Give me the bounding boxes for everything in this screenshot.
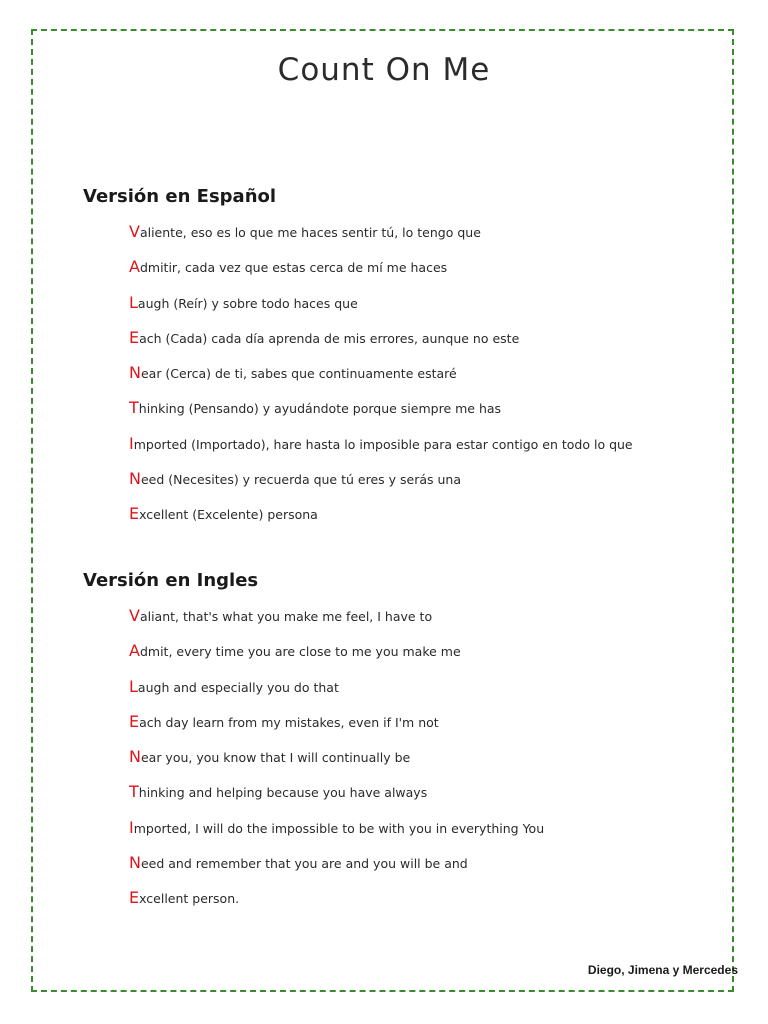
section-english bbox=[83, 569, 723, 924]
line-text: eed (Necesites) y recuerda que tú eres y serás una bbox=[140, 472, 461, 488]
initial-letter: N bbox=[129, 469, 141, 489]
line-text: ach day learn from my mistakes, even if I'm not bbox=[139, 714, 439, 730]
acrostic-line bbox=[83, 504, 723, 539]
initial-letter: T bbox=[129, 782, 139, 802]
initial-letter: I bbox=[129, 433, 134, 453]
initial-letter: N bbox=[129, 747, 141, 767]
acrostic-line bbox=[83, 853, 723, 888]
acrostic-line bbox=[83, 712, 723, 747]
initial-letter: L bbox=[129, 676, 138, 696]
initial-letter: E bbox=[129, 888, 140, 908]
line-text: mported (Importado), hare hasta lo imposible para estar contigo en todo lo que bbox=[133, 436, 633, 452]
authors-credit: Diego, Jimena y Mercedes bbox=[587, 963, 738, 977]
acrostic-line bbox=[83, 293, 723, 328]
initial-letter: E bbox=[129, 711, 140, 731]
initial-letter: V bbox=[129, 606, 140, 625]
acrostic-line bbox=[83, 782, 723, 817]
section-heading: Versión en Ingles bbox=[83, 570, 259, 591]
acrostic-line bbox=[83, 398, 723, 433]
line-text: xcellent (Excelente) persona bbox=[139, 507, 318, 523]
acrostic-line bbox=[83, 328, 723, 363]
initial-letter: A bbox=[129, 641, 140, 661]
section-heading: Versión en Español bbox=[83, 186, 277, 207]
initial-letter: A bbox=[129, 257, 140, 277]
line-text: ach (Cada) cada día aprenda de mis errores, aunque no este bbox=[139, 330, 520, 346]
section-spanish bbox=[83, 185, 723, 540]
line-text: ear (Cerca) de ti, sabes que continuamente estaré bbox=[140, 366, 457, 382]
acrostic-list bbox=[83, 222, 723, 540]
acrostic-line bbox=[83, 677, 723, 712]
line-text: augh (Reír) y sobre todo haces que bbox=[137, 295, 358, 311]
document-title: Count On Me bbox=[277, 52, 491, 88]
line-text: dmitir, cada vez que estas cerca de mí me haces bbox=[139, 260, 448, 276]
line-text: ear you, you know that I will continually be bbox=[140, 750, 411, 766]
line-text: augh and especially you do that bbox=[137, 679, 339, 695]
initial-letter: I bbox=[129, 817, 134, 837]
acrostic-line bbox=[83, 641, 723, 676]
acrostic-line bbox=[83, 747, 723, 782]
acrostic-line bbox=[83, 257, 723, 292]
line-text: aliente, eso es lo que me haces sentir tú, lo tengo que bbox=[139, 225, 481, 240]
initial-letter: E bbox=[129, 504, 140, 524]
line-text: eed and remember that you are and you will be and bbox=[140, 856, 468, 872]
acrostic-line bbox=[83, 818, 723, 853]
acrostic-line bbox=[83, 606, 723, 641]
initial-letter: N bbox=[129, 853, 141, 873]
initial-letter: N bbox=[129, 363, 141, 383]
line-text: hinking (Pensando) y ayudándote porque siempre me has bbox=[138, 401, 502, 417]
acrostic-line bbox=[83, 363, 723, 398]
acrostic-line bbox=[83, 434, 723, 469]
line-text: aliant, that's what you make me feel, I have to bbox=[139, 609, 433, 624]
line-text: hinking and helping because you have always bbox=[138, 785, 428, 801]
initial-letter: T bbox=[129, 398, 139, 418]
line-text: xcellent person. bbox=[139, 891, 240, 907]
initial-letter: E bbox=[129, 327, 140, 347]
acrostic-line bbox=[83, 469, 723, 504]
acrostic-line bbox=[83, 888, 723, 923]
line-text: dmit, every time you are close to me you make me bbox=[139, 644, 461, 660]
line-text: mported, I will do the impossible to be with you in everything You bbox=[133, 820, 545, 836]
initial-letter: L bbox=[129, 292, 138, 312]
acrostic-line bbox=[83, 222, 723, 257]
acrostic-list bbox=[83, 606, 723, 924]
initial-letter: V bbox=[129, 222, 140, 241]
